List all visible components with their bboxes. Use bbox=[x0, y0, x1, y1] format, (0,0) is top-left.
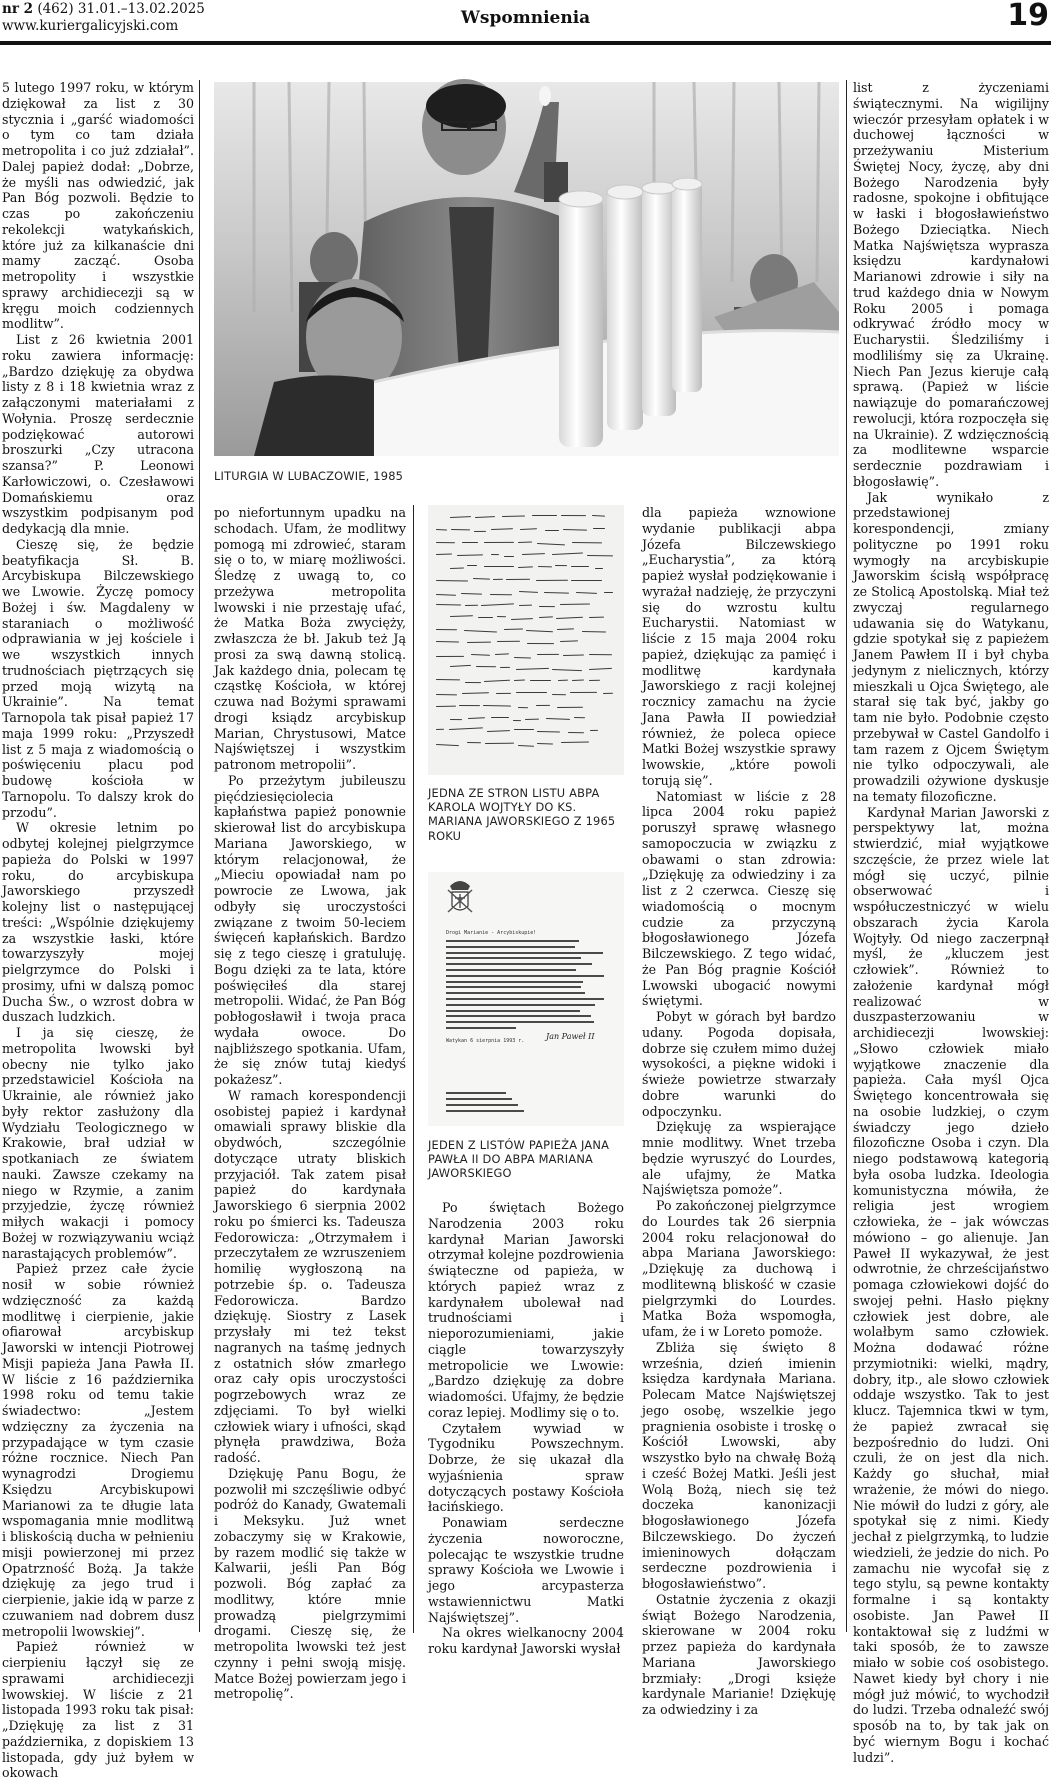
handwriting-stroke bbox=[491, 528, 513, 530]
handwriting-stroke bbox=[491, 717, 509, 718]
paragraph: Papież również w cierpieniu łączył się ze sprawami archidiecezji lwowskiej. W liście z 21 listopada 1993 roku tak pisał: „Dziękuję za list z 31 października, z dopiskiem 13 listopada, gdy już byłem w okowach bbox=[2, 1639, 194, 1781]
typed-line bbox=[446, 1110, 524, 1112]
handwriting-stroke bbox=[587, 555, 613, 557]
handwriting-stroke bbox=[568, 732, 584, 734]
paragraph: dla papieża wznowione wydanie publikacji abpa Józefa Bilczewskiego „Eucharystia”, za którą papież wysłał podziękowanie i wyrażał nadzieję, że przyczyni się do wzrostu kultu Eucharystii. Natomiast w liście z 15 maja 2004 roku papież, dziękując za pamięć i modlitwę kardynała Jaworskiego z racji kolejnej rocznicy zamachu na życie Jana Pawła II powiedział również, że poleca opiece Matki Bożej wszystkie sprawy lwowskie, „które powoli torują się”. bbox=[642, 505, 836, 788]
paragraph: Ostatnie życzenia z okazji świąt Bożego Narodzenia, skierowane w 2004 roku przez papieża do kardynała Mariana Jaworskiego brzmiały: „Drogi księże kardynale Marianie! Dziękuję za odwiedziny i za bbox=[642, 1591, 836, 1717]
handwriting-stroke bbox=[450, 719, 462, 720]
handwriting-stroke bbox=[519, 605, 532, 607]
paragraph: W okresie letnim po odbytej kolejnej pielgrzymce papieża do Polski w 1997 roku, do arcybiskupa Jaworskiego przyszedł kolejny list o następującej treści: „Wspólnie dziękujemy za wszystkie łaski, które towarzyszyły mojej pielgrzymce do Polski i prosimy, ufni w dalszą pomoc Ducha Św., o wzrost dobra w duszach ludzkich. bbox=[2, 820, 194, 1025]
typed-line bbox=[446, 957, 581, 959]
photo-caption-liturgy: LITURGIA W LUBACZOWIE, 1985 bbox=[214, 469, 404, 483]
paragraph: I ja się cieszę, że metropolita lwowski był obecny nie tylko jako przedstawiciel Kościoła na Ukrainie, ale również jako były rektor zasłużony dla Wydziału Teologicznego w Krakowie, brał udział w spotkaniach ze światem nauki. Zawsze czekamy na niego w Rzymie, a zanim przyjedzie, życzę również miłych wakacji i pomocy Bożej w rozwiązywaniu wciąż narastających problemów”. bbox=[2, 1025, 194, 1261]
handwriting-stroke bbox=[532, 515, 557, 516]
typed-line bbox=[446, 1004, 595, 1006]
handwriting-stroke bbox=[475, 516, 495, 518]
handwriting-stroke bbox=[526, 630, 553, 633]
page-number: 19 bbox=[1007, 0, 1049, 33]
handwriting-stroke bbox=[461, 593, 482, 595]
typed-line bbox=[446, 963, 592, 965]
handwriting-stroke bbox=[574, 717, 586, 719]
handwriting-stroke bbox=[462, 692, 489, 694]
typed-line bbox=[446, 1021, 594, 1023]
handwriting-stroke bbox=[465, 605, 478, 607]
handwriting-stroke bbox=[538, 566, 552, 568]
letter2-caption: JEDEN Z LISTÓW PAPIEŻA JANA PAWŁA II DO ABPA MARIANA JAWORSKIEGO bbox=[428, 1138, 610, 1181]
handwriting-stroke bbox=[450, 516, 471, 518]
handwriting-stroke bbox=[572, 542, 602, 544]
handwriting-stroke bbox=[590, 729, 598, 731]
handwriting-stroke bbox=[589, 654, 612, 656]
handwriting-stroke bbox=[450, 665, 471, 667]
handwriting-stroke bbox=[570, 692, 597, 694]
handwriting-stroke bbox=[450, 615, 473, 617]
handwriting-stroke bbox=[604, 592, 613, 593]
handwriting-stroke bbox=[518, 566, 533, 568]
handwriting-stroke bbox=[593, 528, 605, 529]
handwriting-stroke bbox=[468, 718, 485, 720]
handwriting-stroke bbox=[436, 542, 455, 544]
paragraph: Na okres wielkanocny 2004 roku kardynał Jaworski wysłał bbox=[428, 1625, 624, 1656]
handwriting-stroke bbox=[471, 654, 491, 656]
handwriting-stroke bbox=[511, 618, 533, 620]
paragraph: Papież przez całe życie nosił w sobie również wdzięczność za każdą modlitwę i cierpienie, jakie ofiarował arcybiskup Jaworski w intencji Piotrowej Misji papieża Jana Pawła II. W liście z 16 października 1998 roku od temu takie świadectwo: „Jestem wdzięczny za życzenia na przypadające w tym czasie różne rocznice. Niech Pan wynagrodzi Drogiemu Księdzu Arcybiskupowi Marianowi za te długie lata wspomagania mnie modlitwą i bliskością ducha w pełnieniu misji powierzonej mi przez Opatrzność Bożą. Ja także dziękuję za jego trud i cierpienie, jakie idą w parze z czuwaniem nad dobrem dusz metropolii lwowskiej”. bbox=[2, 1261, 194, 1639]
handwriting-stroke bbox=[513, 720, 521, 721]
handwriting-stroke bbox=[459, 705, 480, 706]
article-column-2 bbox=[214, 505, 406, 1702]
liturgy-photo-image bbox=[214, 82, 839, 456]
typed-line bbox=[446, 946, 575, 948]
handwriting-stroke bbox=[537, 731, 560, 733]
handwriting-stroke bbox=[518, 542, 532, 544]
typed-line bbox=[446, 981, 583, 983]
handwriting-stroke bbox=[497, 616, 506, 618]
article-column-5 bbox=[853, 80, 1049, 1765]
handwriting-stroke bbox=[572, 679, 584, 681]
typed-line bbox=[446, 952, 603, 954]
paragraph: Dziękuję Panu Bogu, że pozwolił mi szczęśliwie odbyć podróż do Kanady, Gwatemali i Meksyku. Już wnet zobaczymy się w Krakowie, by razem modlić się także w Kalwarii, jeśli Pan Bóg pozwoli. Bóg zapłać za modlitwy, które mnie prowadzą pielgrzymimi drogami. Cieszę się, że metropolita lwowski też jest czynny i pełni swoją misję. Matce Bożej powierzam jego i metropolię”. bbox=[214, 1465, 406, 1702]
handwriting-stroke bbox=[556, 617, 583, 620]
handwriting-stroke bbox=[589, 668, 612, 671]
handwriting-stroke bbox=[537, 543, 565, 546]
handwriting-stroke bbox=[582, 631, 606, 633]
typed-line bbox=[446, 1027, 516, 1029]
handwriting-stroke bbox=[484, 541, 514, 543]
handwriting-stroke bbox=[465, 682, 481, 684]
letter1-caption: JEDNA ZE STRON LISTU ABPA KAROLA WOJTYŁY DO KS. MARIANA JAWORSKIEGO Z 1965 ROKU bbox=[428, 786, 616, 843]
handwriting-stroke bbox=[496, 693, 511, 694]
handwriting-stroke bbox=[563, 529, 587, 531]
page-header bbox=[0, 0, 1051, 46]
paragraph: W ramach korespondencji osobistej papież i kardynał omawiali sprawy bliskie dla obydwóch, szczególnie dotyczące utraty bliskich przyjaciół. Tak zatem pisał papież do kardynała Jaworskiego 6 sierpnia 2002 roku po śmierci ks. Tadeusza Fedorowicza: „Otrzymałem i przeczytałem ze wzruszeniem homilię wygłoszoną na potrzebie śp. o. Tadeusza Fedorowicza. Bardzo dziękuję. Siostry z Lasek przysłały mi też tekst nagranych na taśmę jednych z ostatnich słów zmarłego oraz cały opis uroczystości pogrzebowych wraz ze zdjęciami. To był wielki człowiek wiary i ufności, skąd płynęła prawdziwa, Boża radość. bbox=[214, 1087, 406, 1465]
paragraph: Czytałem wywiad w Tygodniku Powszechnym. Dobrze, że się ukazał dla wyjaśnienia spraw dotyczących postawy Kościoła łacińskiego. bbox=[428, 1420, 624, 1515]
handwriting-stroke bbox=[478, 617, 493, 618]
letter2-signature: Jan Paweł II bbox=[546, 1032, 595, 1041]
handwriting-stroke bbox=[472, 578, 489, 580]
handwriting-stroke bbox=[527, 643, 554, 644]
handwriting-stroke bbox=[563, 654, 584, 656]
handwriting-stroke bbox=[462, 541, 478, 542]
handwriting-stroke bbox=[489, 594, 511, 596]
handwriting-stroke bbox=[436, 656, 464, 658]
handwriting-stroke bbox=[516, 692, 547, 693]
handwriting-stroke bbox=[595, 568, 603, 569]
typed-line bbox=[446, 1098, 512, 1100]
handwriting-stroke bbox=[487, 730, 510, 732]
handwriting-stroke bbox=[561, 742, 589, 744]
handwriting-stroke bbox=[474, 530, 486, 531]
handwriting-stroke bbox=[571, 566, 589, 567]
typed-line bbox=[446, 969, 576, 971]
handwriting-stroke bbox=[537, 654, 559, 655]
paragraph: Natomiast w liście z 28 lipca 2004 roku papież poruszył sprawę własnego samopoczucia w związku z obawami o stan zdrowia: „Dziękuję za odwiedziny i za list z 2 czerwca. Cieszę się wiadomością o mocnym cudzie za przyczyną błogosławionego Józefa Bilczewskiego. Z tego widać, że Pan Bóg pragnie Kościół Lwowski ubogacić nowymi świętymi. bbox=[642, 788, 836, 1009]
column-divider bbox=[199, 80, 200, 1632]
handwriting-stroke bbox=[436, 706, 456, 708]
paragraph: po niefortunnym upadku na schodach. Ufam, że modlitwy pomogą mi zdrowieć, staram się o to, w miarę możliwości. Śledzę z uwagą to, co przeżywa metropolita lwowski i nie przestaję ufać, że Matka Boża zwycięży, zwłaszcza że bł. Jakub też Ją prosi za swą dawną stolicą. Jak każdego dnia, polecam tę cząstkę Kościoła, w której czuwa nad Bożymi sprawami drogi ksiądz arcybiskup Marian, Chrystusowi, Matce Najświętszej i wszystkim patronom metropolii”. bbox=[214, 505, 406, 772]
paragraph: Po przeżytym jubileuszu pięćdziesięciolecia kapłaństwa papież ponownie skierował list do arcybiskupa Mariana Jaworskiego, w którym relacjonował, że „Mieciu opowiadał nam po powrocie ze Lwowa, jak odbyły się uroczystości związane z twoim 50-leciem święceń kapłańskich. Bardzo się z tego cieszę i gratuluję. Bogu dzięki za te lata, które poświęciłeś dla starej metropolii. Widać, że Pan Bóg pobłogosławił i twoja praca wydała owoce. Do najbliższego spotkania. Ufam, że się znów tutaj kiedyś pokażesz”. bbox=[214, 772, 406, 1087]
typed-line bbox=[446, 986, 581, 988]
paragraph: Dziękuję za wspierające mnie modlitwy. Wnet trzeba będzie wyruszyć do Lourdes, ale ufajmy, że Matka Najświętsza pomoże”. bbox=[642, 1119, 836, 1198]
paragraph: Cieszę się, że będzie beatyfikacja Sł. B. Arcybiskupa Bilczewskiego we Lwowie. Życzę pomocy Bożej i św. Magdaleny w staraniach o możliwość odprawiania w jej kościele i we wszystkich innych trudnościach piętrzących się przed moją wizytą na Ukrainie”. Na temat Tarnopola tak pisał papież 17 maja 1999 roku: „Przyszedł list z 5 maja z wiadomością o poświęceniu placu pod budowę kościoła w Tarnopolu. To dalszy krok do przodu”. bbox=[2, 536, 194, 820]
paragraph: Po świętach Bożego Narodzenia 2003 roku kardynał Marian Jaworski otrzymał kolejne pozdrowienia świąteczne od papieża, w których papież wraz z kardynałem ubolewał nad trudnościami i nieporozumieniami, jakie ciągle towarzyszyły metropolicie we Lwowie: „Bardzo dziękuję za dobre wiadomości. Ufajmy, że będzie coraz lepiej. Modlimy się o to. bbox=[428, 1200, 624, 1420]
handwriting-stroke bbox=[514, 679, 525, 681]
handwriting-stroke bbox=[436, 580, 468, 582]
handwriting-stroke bbox=[484, 680, 510, 683]
handwriting-stroke bbox=[522, 553, 545, 555]
handwriting-stroke bbox=[506, 579, 530, 581]
handwriting-stroke bbox=[457, 554, 483, 556]
column-divider bbox=[846, 80, 847, 1632]
handwriting-stroke bbox=[592, 515, 605, 517]
section-title: Wspomnienia bbox=[460, 8, 591, 28]
handwriting-stroke bbox=[530, 680, 551, 681]
handwriting-stroke bbox=[545, 530, 559, 531]
handwriting-stroke bbox=[483, 705, 511, 707]
handwriting-stroke bbox=[491, 554, 499, 555]
handwriting-stroke bbox=[436, 594, 456, 596]
handwriting-stroke bbox=[450, 567, 464, 569]
paragraph: Zbliża się święto 8 września, dzień imienin księdza kardynała Mariana. Polecam Matce Najświętszej jego osobę, wszelkie jego pragnienia osobiste i troskę o Kościół Lwowski, aby wszystko było na chwałę Bożą i cześć Bożej Matki. Jeśli jest Wolą Bożą, niech się też doczeka kanonizacji błogosławionego Józefa Bilczewskiego. Do życzeń imieninowych dołączam serdeczne pozdrowienia i błogosławieństwo”. bbox=[642, 1339, 836, 1591]
handwriting-stroke bbox=[449, 728, 483, 731]
website-url[interactable]: www.kuriergalicyjski.com bbox=[2, 18, 179, 34]
handwriting-stroke bbox=[557, 629, 574, 631]
handwriting-stroke bbox=[539, 616, 553, 618]
paragraph: 5 lutego 1997 roku, w którym dziękował za list z 30 stycznia i „garść wiadomości o tym co tam działa metropolita i co już zdziałał”. Dalej papież dodał: „Dobrze, że myśli nas odwiedzić, jak Pan Bóg pozwoli. Będzie to czas po zakończeniu rekolekcji watykańskich, które już za kilkanaście dni mamy zacząć. Osoba metropolity i wszystkie sprawy archidiecezji są w kręgu moich codziennych modlitw”. bbox=[2, 80, 194, 332]
article-column-3 bbox=[428, 1200, 624, 1656]
handwriting-stroke bbox=[546, 718, 571, 720]
handwriting-stroke bbox=[484, 566, 514, 567]
handwriting-stroke bbox=[544, 592, 569, 594]
handwriting-stroke bbox=[537, 743, 553, 745]
handwriting-stroke bbox=[520, 528, 537, 530]
handwriting-stroke bbox=[589, 680, 600, 682]
handwriting-stroke bbox=[561, 515, 586, 517]
handwriting-stroke bbox=[485, 742, 514, 744]
handwriting-stroke bbox=[467, 642, 491, 644]
typed-letter-image bbox=[428, 872, 624, 1126]
handwriting-stroke bbox=[518, 707, 528, 709]
handwriting-stroke bbox=[500, 667, 510, 668]
letter2-heading: Drogi Marianie - Arcybiskupie! bbox=[446, 930, 537, 936]
issue-info: nr 2 (462) 31.01.–13.02.2025 bbox=[2, 1, 205, 17]
column-divider bbox=[413, 505, 414, 1633]
handwriting-stroke bbox=[436, 629, 457, 631]
handwriting-stroke bbox=[539, 606, 555, 608]
typed-line bbox=[446, 992, 585, 994]
paragraph: Ponawiam serdeczne życzenia noworoczne, polecając te wszystkie trudne sprawy Kościoła we Lwowie i jego arcypasterza wstawiennictwu Matki Najświętszej”. bbox=[428, 1515, 624, 1625]
handwriting-stroke bbox=[514, 657, 531, 659]
typed-line bbox=[446, 975, 604, 977]
handwriting-stroke bbox=[476, 666, 496, 668]
handwriting-stroke bbox=[495, 654, 509, 656]
paragraph: Kardynał Marian Jaworski z perspektywy lat, można stwierdzić, miał wyjątkowe szczęście, że przez wiele lat mógł się uczyć, pilnie obserwować i współuczestniczyć w wielu obszarach życia Karola Wojtyły. Od niego zaczerpnął myśl, że „kluczem jest człowiek”. Również to założenie kardynał mógł realizować w duszpasterzowaniu w archidiecezji lwowskiej: „Słowo człowiek miało wyjątkowe znaczenie dla papieża. Cała myśl Ojca Świętego koncentrowała się na osobie ludzkiej, o czym świadczy jego dzieło filozoficzne Osoba i czyn. Dla niego podstawową kategorią była osoba ludzka. Ideologia komunistyczna mówiła, że religia jest wrogiem człowieka, że – jak wówczas mówiono – go alienuje. Jan Paweł II wykazywał, że jest odwrotnie, że chrześcijaństwo pomaga człowiekowi dojść do swojej pełni. Hasło piękny człowiek jest dobre, ale wolałbym samo człowiek. Można dodawać różne przymiotniki: wielki, mądry, dobry, itp., ale słowo człowiek oddaje wszystko. Tak to jest klucz. Tajemnica tkwi w tym, że papież zwracał się bezpośrednio do ludzi. Oni czuli, że on jest dla nich. Każdy go słuchał, miał wrażenie, że mówi do niego. Nie mówił do ludzi z góry, ale spotykał się z nimi. Kiedy jechał z pielgrzymką, to ludzie wiedzieli, że jedzie do nich. Po zamachu nie wycofał się z tego stylu, są pewne kontakty formalne i są kontakty osobiste. Jan Paweł II kontaktował się z ludźmi w taki sposób, że to zawsze miało w sobie coś osobistego. Nawet kiedy był chory i nie mógł już mówić, to wychodził do ludzi. Trzeba odnaleźć swój sposób na to, by tak jak on być wiernym Bogu i kochać ludzi”. bbox=[853, 804, 1049, 1765]
handwriting-stroke bbox=[514, 729, 534, 730]
typed-line bbox=[446, 940, 579, 942]
handwriting-stroke bbox=[502, 516, 525, 518]
handwriting-stroke bbox=[464, 630, 497, 633]
handwriting-stroke bbox=[516, 668, 549, 671]
handwriting-stroke bbox=[555, 565, 567, 567]
handwriting-stroke bbox=[504, 628, 523, 630]
handwriting-stroke bbox=[436, 679, 460, 681]
handwriting-stroke bbox=[436, 641, 459, 643]
handwriting-stroke bbox=[557, 706, 583, 708]
handwriting-stroke bbox=[560, 641, 578, 643]
handwriting-stroke bbox=[536, 705, 550, 707]
handwriting-stroke bbox=[576, 592, 597, 594]
handwriting-stroke bbox=[518, 745, 534, 747]
handwriting-stroke bbox=[436, 604, 461, 606]
handwriting-stroke bbox=[451, 529, 470, 531]
handwriting-stroke bbox=[504, 556, 514, 557]
paragraph: List z 26 kwietnia 2001 roku zawiera informację: „Bardzo dziękuję za obydwa listy z 8 i 18 kwietnia wraz z załączonymi materiałami z Wołynia. Proszę serdecznie podziękować autorowi broszurki „Czy utracona szansa?” P. Leonowi Karłowiczowi, o. Czesławowi Domańskiemu oraz wszystkim podpisanym pod dedykacją dla mnie. bbox=[2, 332, 194, 536]
paragraph: Po zakończonej pielgrzymce do Lourdes tak 26 sierpnia 2004 roku relacjonował do abpa Mariana Jaworskiego: „Dziękuję za duchową i modlitewną bliskość w czasie pielgrzymki do Lourdes. Matka Boża wspomogła, ufam, że i w Loreto pomoże. bbox=[642, 1198, 836, 1339]
header-rule bbox=[0, 41, 1051, 45]
handwriting-stroke bbox=[481, 603, 514, 606]
handwriting-stroke bbox=[589, 616, 604, 618]
handwriting-stroke bbox=[552, 694, 566, 696]
handwriting-stroke bbox=[558, 679, 568, 681]
handwriting-stroke bbox=[436, 529, 447, 531]
typed-line bbox=[446, 1092, 506, 1094]
handwriting-stroke bbox=[467, 565, 477, 566]
handwriting-stroke bbox=[552, 669, 582, 671]
handwriting-stroke bbox=[436, 729, 444, 731]
handwritten-letter-image bbox=[428, 505, 624, 775]
paragraph: Jak wynikało z przedstawionej korespondencji, zmiany polityczne po 1991 roku wymogły na arcybiskupie Jaworskim ścisłą współpracę ze Stolicą Apostolską. Miał też zwyczaj regularnego udawania się do Watykanu, gdzie spotykał się z papieżem Janem Pawłem II i był chyba jedynym z nielicznych, którzy mieszkali u Ojca Świętego, ale starał się tak być, jakby go tam nie było. Podobnie często przebywał w Castel Gandolfo i tam razem z Ojcem Świętym nie tylko odpoczywali, ale prowadzili ożywione dyskusje na tematy filozoficzne. bbox=[853, 489, 1049, 804]
handwriting-stroke bbox=[571, 580, 602, 581]
liturgy-photo bbox=[214, 82, 839, 456]
handwriting-stroke bbox=[560, 603, 590, 605]
handwriting-stroke bbox=[497, 641, 520, 643]
paragraph: Pobyt w górach był bardzo udany. Pogoda dopisała, dobrze się czułem mimo dużej wysokości, a piękne widoki i świeże powietrze stwarzały dobre warunki do odpoczynku. bbox=[642, 1009, 836, 1119]
handwriting-stroke bbox=[519, 591, 538, 593]
handwriting-stroke bbox=[552, 552, 583, 555]
letter2-date: Watykan 6 sierpnia 1993 r. bbox=[446, 1038, 525, 1044]
handwriting-stroke bbox=[525, 719, 539, 721]
typed-line bbox=[446, 1015, 591, 1017]
handwriting-stroke bbox=[493, 578, 503, 580]
handwriting-stroke bbox=[436, 694, 457, 696]
handwriting-stroke bbox=[603, 692, 613, 694]
paragraph: list z życzeniami świątecznymi. Na wigilijny wieczór przesyłam opłatek i w duchowej łączności w przeżywaniu Misterium Świętej Nocy, życzę, aby dni Bożego Narodzenia były radosne, spokojne i obfitujące w łaski i błogosławieństwo Bożego Dzieciątka. Niech Matka Najświętsza wyprasza księdzu kardynałowi Marianowi zdrowie i siły na trud każdego dnia w Nowym Roku 2005 i pomaga odkrywać źródło mocy w Eucharystii. Śledziliśmy i modliliśmy się za Ukrainę. Niech Pan Jezus kieruje całą sprawą. (Papież w liście nawiązuje do pomarańczowej rewolucji, która rozpoczęła się na Ukrainie). Z wdzięcznością za modlitewne wsparcie serdecznie pozdrawiam i błogosławię”. bbox=[853, 80, 1049, 489]
handwriting-stroke bbox=[436, 744, 459, 747]
handwriting-stroke bbox=[536, 579, 568, 581]
article-column-4 bbox=[642, 505, 836, 1717]
typed-line bbox=[446, 1104, 518, 1106]
article-column-1 bbox=[2, 80, 194, 1781]
handwriting-stroke bbox=[467, 742, 481, 744]
typed-line bbox=[446, 1010, 580, 1012]
handwriting-stroke bbox=[436, 553, 452, 555]
typed-line bbox=[446, 998, 604, 1000]
